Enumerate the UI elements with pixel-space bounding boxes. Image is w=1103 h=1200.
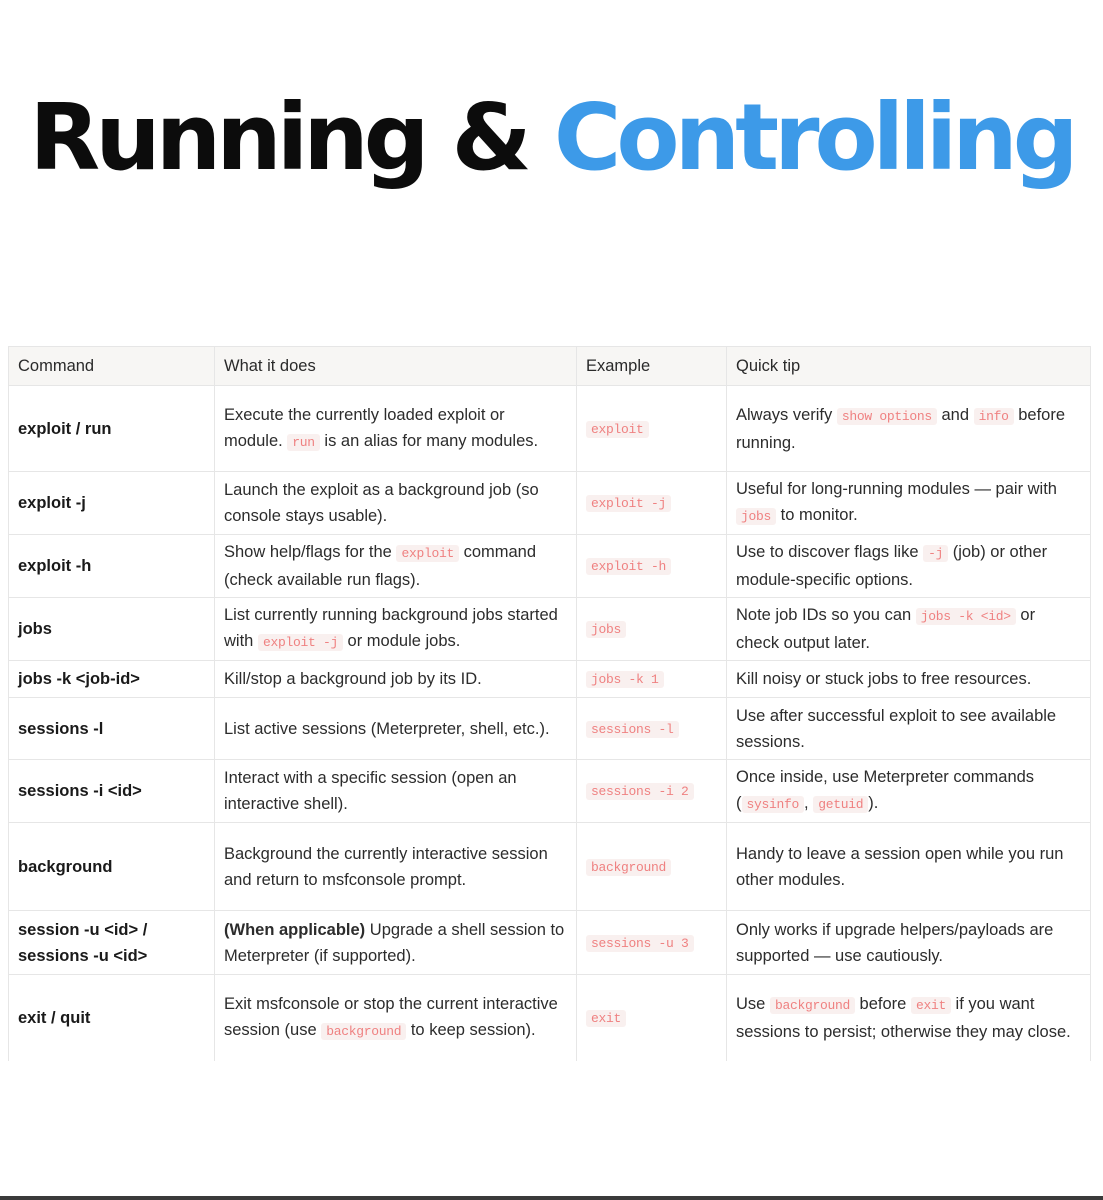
text: List currently running background jobs started with	[224, 606, 558, 650]
cell-tip	[727, 535, 1091, 598]
text: Always verify	[736, 405, 833, 424]
title-running: Running	[29, 84, 425, 191]
inline-code: exit	[911, 997, 951, 1014]
cell-description: List active sessions (Meterpreter, shell, etc.).	[215, 698, 577, 760]
inline-code: show options	[837, 408, 937, 425]
page-title	[0, 84, 1103, 191]
header-what-it-does: What it does	[215, 347, 577, 386]
title-ampersand: &	[451, 84, 527, 191]
table-row	[9, 823, 1091, 911]
table-row	[9, 760, 1091, 823]
cell-description	[215, 598, 577, 661]
example-code: background	[586, 859, 671, 876]
command-table	[8, 346, 1091, 1061]
cell-description: Background the currently interactive session and return to msfconsole prompt.	[215, 823, 577, 911]
text: to monitor.	[780, 506, 858, 524]
cell-tip	[727, 598, 1091, 661]
text: before running.	[736, 405, 1066, 452]
cell-command: exit / quit	[9, 975, 215, 1061]
text: Once inside, use Meterpreter commands (	[736, 768, 1035, 812]
bold-note: (When applicable)	[224, 920, 366, 939]
example-code: sessions -i 2	[586, 783, 694, 800]
example-code: jobs	[586, 621, 626, 638]
text: Execute the currently loaded exploit or module.	[224, 405, 505, 450]
cell-tip: Kill noisy or stuck jobs to free resources.	[727, 661, 1091, 698]
table-row	[9, 386, 1091, 472]
table-row	[9, 698, 1091, 760]
example-code: jobs -k 1	[586, 671, 664, 688]
text: ).	[868, 794, 879, 812]
inline-code: getuid	[813, 796, 868, 813]
text: if you want sessions to persist; otherwise they may close.	[736, 994, 1071, 1041]
cell-example	[577, 823, 727, 911]
header-command: Command	[9, 347, 215, 386]
cell-example	[577, 975, 727, 1061]
text: Use to discover flags like	[736, 543, 919, 561]
cell-command: sessions -i <id>	[9, 760, 215, 823]
table-row	[9, 598, 1091, 661]
example-code: exploit -j	[586, 495, 671, 512]
cell-tip	[727, 472, 1091, 535]
cell-example	[577, 698, 727, 760]
example-code: sessions -l	[586, 721, 679, 738]
cell-description	[215, 535, 577, 598]
inline-code: exploit	[396, 545, 459, 562]
cell-command: exploit -h	[9, 535, 215, 598]
cell-tip	[727, 760, 1091, 823]
cell-command: jobs	[9, 598, 215, 661]
title-controlling: Controlling	[553, 84, 1074, 191]
cell-command: jobs -k <job-id>	[9, 661, 215, 698]
text: Exit msfconsole or stop the current interactive session (use	[224, 994, 558, 1039]
cell-command: background	[9, 823, 215, 911]
table-row	[9, 911, 1091, 975]
text: and	[941, 405, 970, 424]
cell-description: Kill/stop a background job by its ID.	[215, 661, 577, 698]
cell-tip: Only works if upgrade helpers/payloads are supported — use cautiously.	[727, 911, 1091, 975]
inline-code: jobs -k <id>	[916, 608, 1016, 625]
header-quick-tip: Quick tip	[727, 347, 1091, 386]
inline-code: jobs	[736, 508, 776, 525]
cell-description	[215, 975, 577, 1061]
text: or check output later.	[736, 606, 1036, 652]
inline-code: -j	[923, 545, 948, 562]
cell-tip: Handy to leave a session open while you run other modules.	[727, 823, 1091, 911]
command-table-container	[8, 346, 1090, 1061]
example-code: exit	[586, 1010, 626, 1027]
inline-code: info	[974, 408, 1014, 425]
inline-code: exploit -j	[258, 634, 343, 651]
cell-example	[577, 911, 727, 975]
example-code: exploit	[586, 421, 649, 438]
cell-command: exploit -j	[9, 472, 215, 535]
text: Note job IDs so you can	[736, 606, 912, 624]
table-row	[9, 661, 1091, 698]
table-header-row	[9, 347, 1091, 386]
cell-tip	[727, 975, 1091, 1061]
text: Upgrade a shell session to Meterpreter (if supported).	[224, 920, 565, 965]
cell-description	[215, 911, 577, 975]
text: Useful for long-running modules — pair with	[736, 480, 1057, 498]
cell-command: sessions -l	[9, 698, 215, 760]
text: Use	[736, 994, 766, 1013]
cell-description	[215, 386, 577, 472]
header-example: Example	[577, 347, 727, 386]
cell-example	[577, 535, 727, 598]
cell-example	[577, 760, 727, 823]
inline-code: background	[321, 1023, 406, 1040]
cell-description: Interact with a specific session (open an interactive shell).	[215, 760, 577, 823]
bottom-divider	[0, 1196, 1103, 1200]
cell-command: exploit / run	[9, 386, 215, 472]
cell-tip	[727, 386, 1091, 472]
text: ,	[804, 794, 809, 812]
inline-code: background	[770, 997, 855, 1014]
text: Show help/flags for the	[224, 543, 392, 561]
inline-code: run	[287, 434, 320, 451]
text: or module jobs.	[347, 632, 461, 650]
table-row	[9, 975, 1091, 1061]
table-row	[9, 535, 1091, 598]
inline-code: sysinfo	[742, 796, 805, 813]
cell-example	[577, 386, 727, 472]
text: to keep session).	[410, 1020, 536, 1039]
cell-example	[577, 598, 727, 661]
cell-example	[577, 661, 727, 698]
text: is an alias for many modules.	[324, 431, 539, 450]
example-code: sessions -u 3	[586, 935, 694, 952]
text: command (check available run flags).	[224, 543, 537, 589]
cell-description: Launch the exploit as a background job (so console stays usable).	[215, 472, 577, 535]
example-code: exploit -h	[586, 558, 671, 575]
table-row	[9, 472, 1091, 535]
cell-tip: Use after successful exploit to see available sessions.	[727, 698, 1091, 760]
cell-example	[577, 472, 727, 535]
text: before	[859, 994, 907, 1013]
text: (job) or other module-specific options.	[736, 543, 1048, 589]
cell-command: session -u <id> / sessions -u <id>	[9, 911, 215, 975]
